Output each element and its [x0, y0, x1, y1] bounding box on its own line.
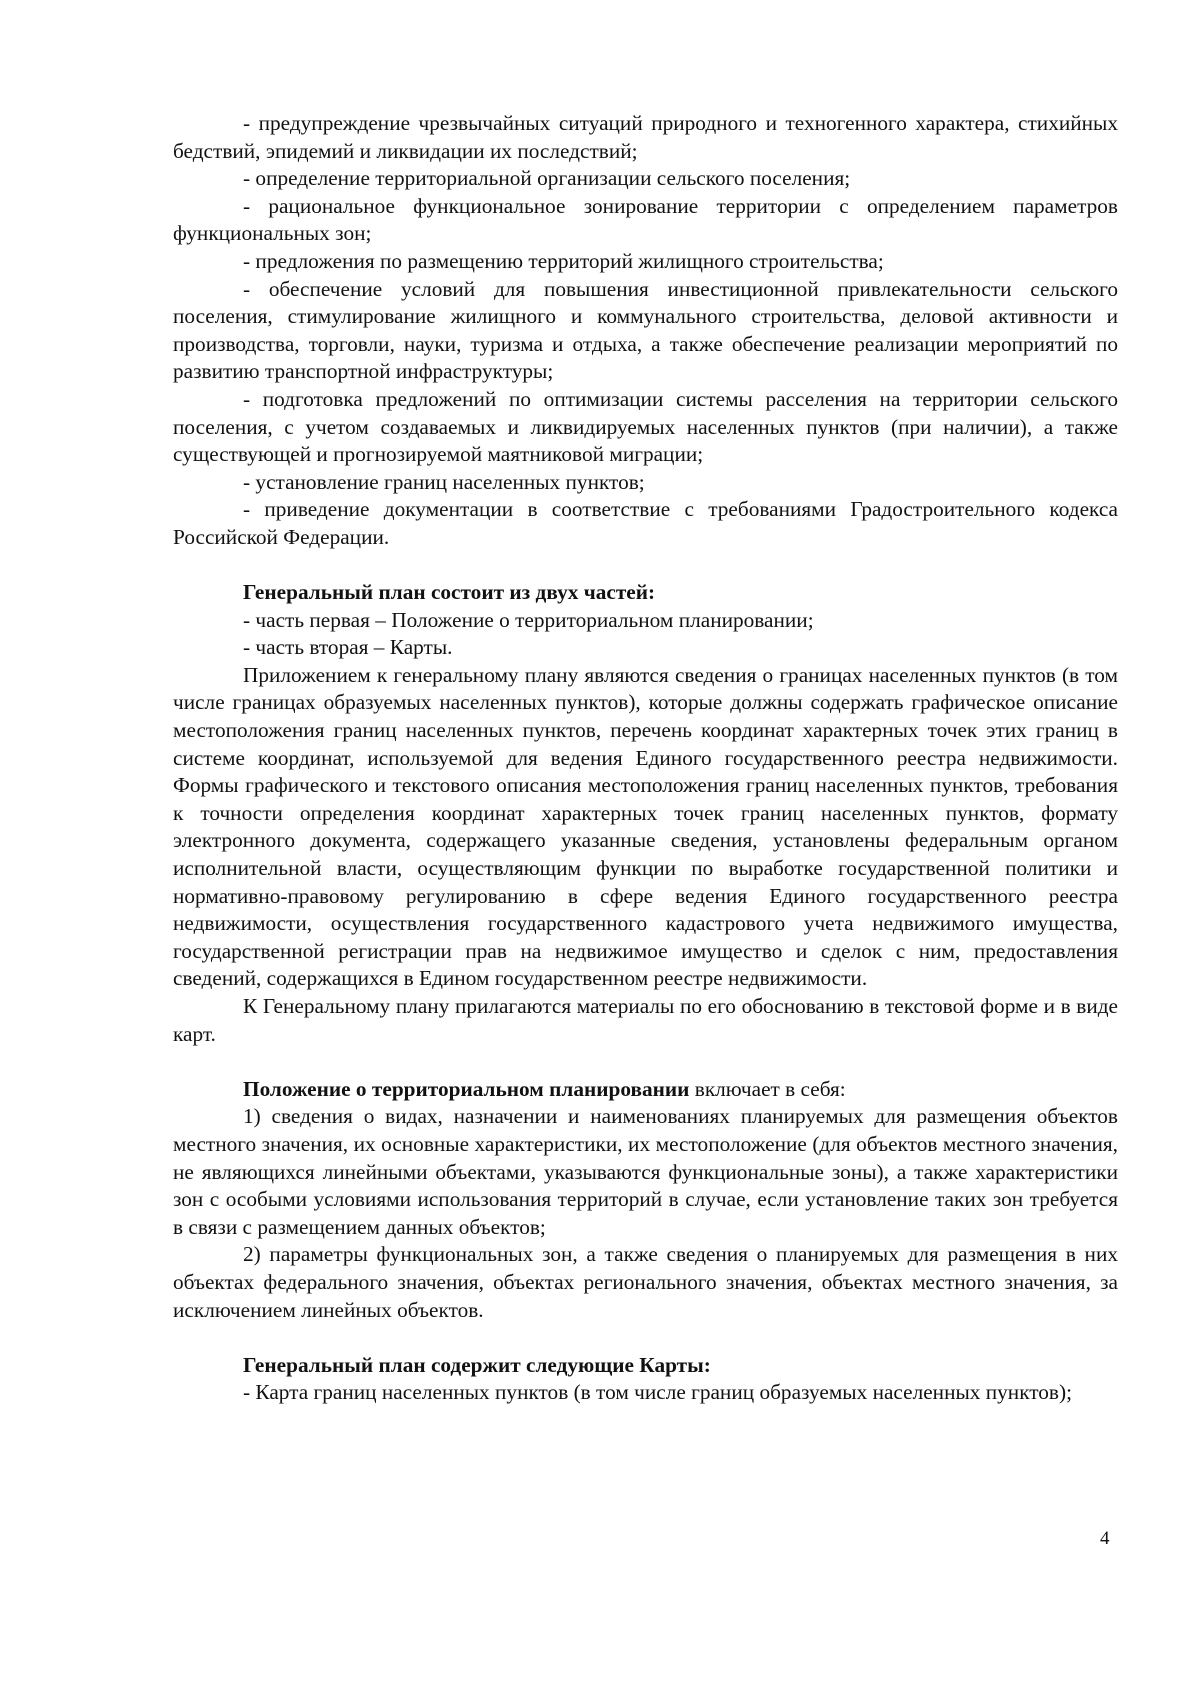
body-paragraph: К Генеральному плану прилагаются материалы по его обоснованию в текстовой форме и в виде карт.	[173, 994, 1118, 1046]
document-page	[173, 110, 1118, 1407]
body-paragraph: Приложением к генеральному плану являются сведения о границах населенных пунктов (в том числе границах образуемых населенных пунктов), которые должны содержать графическое описание местоположения границ населенных пунктов, перечень координат характерных точек этих границ в системе координат, используемой для ведения Единого государственного реестра недвижимости. Формы графического и текстового описания местоположения границ населенных пунктов, требования к точности определения координат характерных точек границ населенных пунктов, формату электронного документа, содержащего указанные сведения, установлены федеральным органом исполнительной власти, осуществляющим функции по выработке государственной политики и нормативно-правовому регулированию в сфере ведения Единого государственного реестра недвижимости, осуществления государственного кадастрового учета недвижимого имущества, государственной регистрации прав на недвижимое имущество и сделок с ним, предоставления сведений, содержащихся в Едином государственном реестре недвижимости.	[173, 662, 1118, 991]
paragraph-spacer	[173, 1048, 1118, 1076]
section-heading-maps: Генеральный план содержит следующие Карты:	[243, 1352, 711, 1377]
list-item: - предложения по размещению территорий жилищного строительства;	[243, 248, 884, 273]
list-item: - установление границ населенных пунктов;	[243, 469, 645, 494]
section-heading-rest: включает в себя:	[689, 1076, 846, 1101]
list-item: - предупреждение чрезвычайных ситуаций природного и техногенного характера, стихийных бедствий, эпидемий и ликвидации их последствий;	[173, 111, 1118, 163]
list-item: 2) параметры функциональных зон, а также сведения о планируемых для размещения в них объектах федерального значения, объектах регионального значения, объектах местного значения, за исключением линейных объектов.	[173, 1242, 1118, 1322]
section-heading-parts: Генеральный план состоит из двух частей:	[243, 580, 656, 605]
section-heading-bold: Положение о территориальном планировании	[243, 1076, 690, 1101]
page-number: 4	[1100, 1528, 1110, 1549]
list-item: - Карта границ населенных пунктов (в том числе границ образуемых населенных пунктов);	[243, 1380, 1072, 1405]
list-item: - подготовка предложений по оптимизации системы расселения на территории сельского поселения, с учетом создаваемых и ликвидируемых населенных пунктов (при наличии), а также существующей и прогнозируемой маятниковой миграции;	[173, 386, 1118, 467]
paragraph-spacer	[173, 1324, 1118, 1352]
paragraph-spacer	[173, 552, 1118, 580]
section-heading-position	[173, 1076, 1118, 1104]
list-item: - обеспечение условий для повышения инвестиционной привлекательности сельского поселения, стимулирование жилищного и коммунального строительства, деловой активности и производства, торговли, науки, туризма и отдыха, а также обеспечение реализации мероприятий по развитию транспортной инфраструктуры;	[173, 276, 1118, 384]
list-item: 1) сведения о видах, назначении и наименованиях планируемых для размещения объектов местного значения, их основные характеристики, их местоположение (для объектов местного значения, не являющихся линейными объектами, указываются функциональные зоны), а также характеристики зон с особыми условиями использования территорий в случае, если установление таких зон требуется в связи с размещением данных объектов;	[173, 1104, 1118, 1239]
list-item: - приведение документации в соответствие с требованиями Градостроительного кодекса Российской Федерации.	[173, 497, 1118, 549]
list-item: - часть первая – Положение о территориальном планировании;	[243, 607, 814, 632]
list-item: - определение территориальной организации сельского поселения;	[243, 166, 851, 191]
list-item: - часть вторая – Карты.	[243, 635, 453, 660]
list-item: - рациональное функциональное зонирование территории с определением параметров функциональных зон;	[173, 193, 1118, 246]
